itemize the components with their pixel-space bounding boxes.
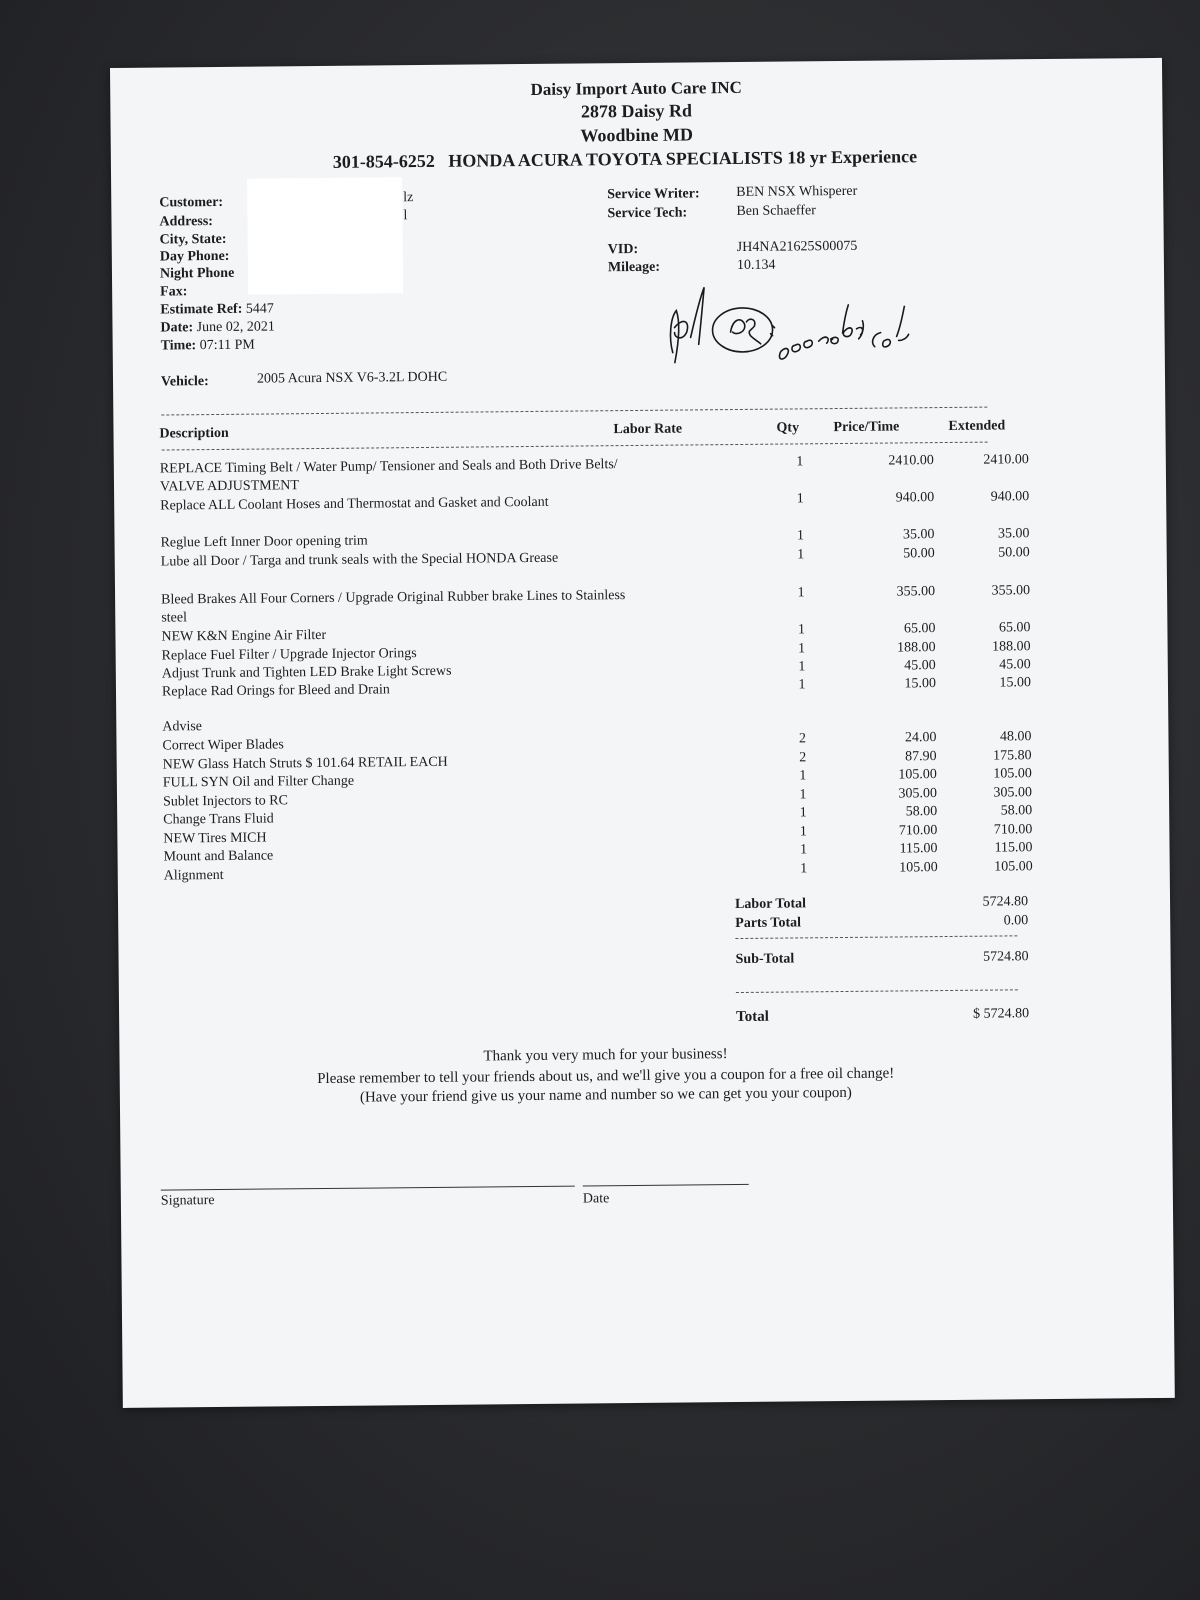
- service-writer-value: BEN NSX Whisperer: [736, 183, 858, 200]
- column-qty: Qty: [776, 420, 800, 436]
- night-phone-label: Night Phone: [159, 265, 235, 282]
- item-price: 2410.00: [888, 453, 934, 469]
- item-description: Change Trans Fluid: [163, 811, 274, 828]
- item-qty: 2: [799, 750, 807, 766]
- estimate-date: [160, 319, 274, 336]
- column-labor-rate: Labor Rate: [613, 421, 683, 438]
- item-description: Adjust Trunk and Tighten LED Brake Light Screws: [161, 663, 452, 682]
- shop-name: Daisy Import Auto Care INC: [530, 77, 742, 99]
- item-qty: 1: [797, 547, 805, 563]
- item-extended: 105.00: [993, 766, 1032, 782]
- table-row: [114, 525, 1166, 551]
- item-description: Mount and Balance: [163, 848, 274, 865]
- city-state-label: City, State:: [159, 231, 227, 248]
- item-extended: 940.00: [990, 489, 1030, 505]
- item-description: REPLACE Timing Belt / Water Pump/ Tensioner and Seals and Both Drive Belts/ VALVE ADJUSTMENT: [159, 457, 618, 495]
- item-qty: 1: [796, 491, 804, 507]
- column-price-time: Price/Time: [833, 419, 900, 436]
- item-description: Replace Fuel Filter / Upgrade Injector Orings: [161, 646, 417, 664]
- item-qty: 1: [797, 585, 805, 601]
- address-fragment: l: [403, 208, 408, 224]
- item-extended: 355.00: [991, 583, 1031, 599]
- address-label: Address:: [159, 214, 213, 230]
- item-extended: 115.00: [994, 840, 1033, 856]
- item-extended: 175.80: [993, 748, 1032, 764]
- item-extended: 35.00: [997, 526, 1030, 542]
- total-divider: [736, 989, 1018, 993]
- item-price: 15.00: [904, 676, 937, 692]
- labor-total-value: 5724.80: [982, 894, 1029, 910]
- signature-label: Signature: [160, 1193, 215, 1209]
- date-line: [583, 1184, 749, 1187]
- item-price: 50.00: [903, 546, 935, 562]
- item-price: 105.00: [899, 860, 938, 876]
- item-price: 940.00: [895, 490, 935, 506]
- item-qty: 1: [799, 824, 807, 840]
- item-extended: 45.00: [999, 657, 1031, 673]
- thank-you-line: Thank you very much for your business!: [483, 1046, 728, 1065]
- item-price: 35.00: [902, 527, 935, 543]
- table-top-divider: [161, 407, 987, 416]
- item-extended: 15.00: [999, 675, 1032, 691]
- estimate-ref: [160, 301, 274, 318]
- item-description: Replace ALL Coolant Hoses and Thermostat and Gasket and Coolant: [160, 494, 549, 514]
- item-qty: 1: [799, 805, 807, 821]
- item-qty: 1: [799, 842, 808, 858]
- subtotal-value: 5724.80: [983, 949, 1029, 965]
- item-qty: 1: [796, 528, 805, 544]
- date-value: June 02, 2021: [196, 319, 275, 336]
- item-description: NEW Tires MICH: [163, 830, 267, 847]
- item-description: Alignment: [163, 867, 224, 884]
- service-tech-label: Service Tech:: [607, 205, 688, 222]
- item-price: 355.00: [896, 584, 936, 600]
- item-price: 710.00: [898, 823, 938, 839]
- shop-city: Woodbine MD: [580, 124, 694, 146]
- day-phone-label: Day Phone:: [159, 248, 230, 265]
- item-price: 305.00: [898, 786, 938, 802]
- mileage-value: 10.134: [736, 257, 776, 273]
- item-description: Sublet Injectors to RC: [162, 793, 288, 810]
- column-extended: Extended: [948, 418, 1006, 434]
- redaction-box: [247, 177, 403, 294]
- item-price: 24.00: [904, 730, 937, 746]
- signature-line: [161, 1186, 575, 1191]
- vid-value: JH4NA21625S00075: [736, 238, 858, 255]
- item-qty: 1: [799, 768, 807, 784]
- item-price: 105.00: [898, 767, 937, 783]
- table-row: [115, 582, 1167, 626]
- item-description: Bleed Brakes All Four Corners / Upgrade Original Rubber brake Lines to Stainless steel: [161, 588, 626, 626]
- item-extended: 58.00: [1000, 803, 1033, 819]
- item-extended: 188.00: [992, 639, 1031, 655]
- handwritten-note: [660, 280, 921, 382]
- table-row: [114, 451, 1166, 495]
- parts-total-label: Parts Total: [735, 915, 802, 932]
- item-qty: 1: [797, 622, 805, 638]
- parts-total-value: 0.00: [1003, 913, 1029, 929]
- item-extended: 65.00: [998, 620, 1031, 636]
- customer-label: Customer:: [159, 194, 224, 211]
- estimate-time: [161, 338, 255, 355]
- column-description: Description: [159, 425, 229, 442]
- total-label: Total: [736, 1008, 770, 1026]
- item-extended: 2410.00: [983, 452, 1029, 468]
- table-header-divider: [162, 442, 988, 451]
- shop-phone: 301-854-6252: [332, 150, 435, 172]
- item-extended: 710.00: [993, 822, 1033, 838]
- shop-tagline: HONDA ACURA TOYOTA SPECIALISTS 18 yr Experience: [448, 146, 918, 171]
- customer-name-fragment: lz: [403, 190, 414, 206]
- item-extended: 50.00: [998, 545, 1030, 561]
- date-label: Date:: [160, 320, 194, 336]
- item-qty: 1: [800, 861, 808, 877]
- item-description: Lube all Door / Targa and trunk seals with the Special HONDA Grease: [160, 550, 559, 570]
- item-price: 65.00: [903, 621, 936, 637]
- vid-label: VID:: [607, 241, 639, 258]
- fax-label: Fax:: [160, 284, 188, 300]
- labor-total-label: Labor Total: [734, 896, 807, 913]
- referral-line: Please remember to tell your friends about us, and we'll give you a coupon for a free oil change!: [317, 1065, 895, 1088]
- item-description: Correct Wiper Blades: [162, 737, 284, 754]
- item-description: NEW Glass Hatch Struts $ 101.64 RETAIL EACH: [162, 754, 448, 773]
- item-qty: 1: [798, 641, 806, 657]
- total-value: $ 5724.80: [973, 1006, 1030, 1022]
- estimate-sheet: [110, 58, 1175, 1408]
- item-qty: 1: [796, 454, 804, 470]
- item-qty: 1: [798, 677, 806, 693]
- service-tech-value: Ben Schaeffer: [736, 203, 816, 219]
- item-qty: 2: [798, 731, 807, 747]
- estimate-ref-value: 5447: [245, 301, 274, 317]
- item-extended: 105.00: [994, 859, 1033, 875]
- vehicle-label: Vehicle:: [160, 374, 209, 390]
- item-description: Reglue Left Inner Door opening trim: [160, 533, 368, 551]
- coupon-line: (Have your friend give us your name and number so we can get you your coupon): [359, 1084, 852, 1106]
- subtotal-label: Sub-Total: [735, 951, 795, 968]
- item-qty: 1: [799, 787, 807, 803]
- item-description: FULL SYN Oil and Filter Change: [162, 773, 355, 791]
- item-price: 87.90: [905, 749, 937, 765]
- item-extended: 48.00: [999, 729, 1032, 745]
- time-label: Time:: [160, 338, 197, 354]
- table-row: [116, 728, 1168, 754]
- subtotal-divider: [735, 935, 1017, 939]
- item-extended: 305.00: [993, 785, 1033, 801]
- service-writer-label: Service Writer:: [607, 186, 700, 203]
- item-price: 115.00: [899, 841, 938, 857]
- mileage-label: Mileage:: [607, 259, 661, 276]
- item-description: NEW K&N Engine Air Filter: [161, 627, 327, 645]
- item-description: Replace Rad Orings for Bleed and Drain: [161, 682, 390, 700]
- signature-date-label: Date: [582, 1191, 610, 1207]
- advise-heading: Advise: [162, 719, 203, 735]
- item-qty: 1: [798, 659, 806, 675]
- time-value: 07:11 PM: [199, 337, 255, 354]
- item-price: 45.00: [904, 658, 936, 674]
- item-price: 188.00: [897, 640, 936, 656]
- vehicle-value: 2005 Acura NSX V6-3.2L DOHC: [256, 369, 448, 387]
- item-price: 58.00: [905, 804, 938, 820]
- estimate-ref-label: Estimate Ref:: [160, 301, 243, 318]
- shop-street: 2878 Daisy Rd: [580, 100, 693, 122]
